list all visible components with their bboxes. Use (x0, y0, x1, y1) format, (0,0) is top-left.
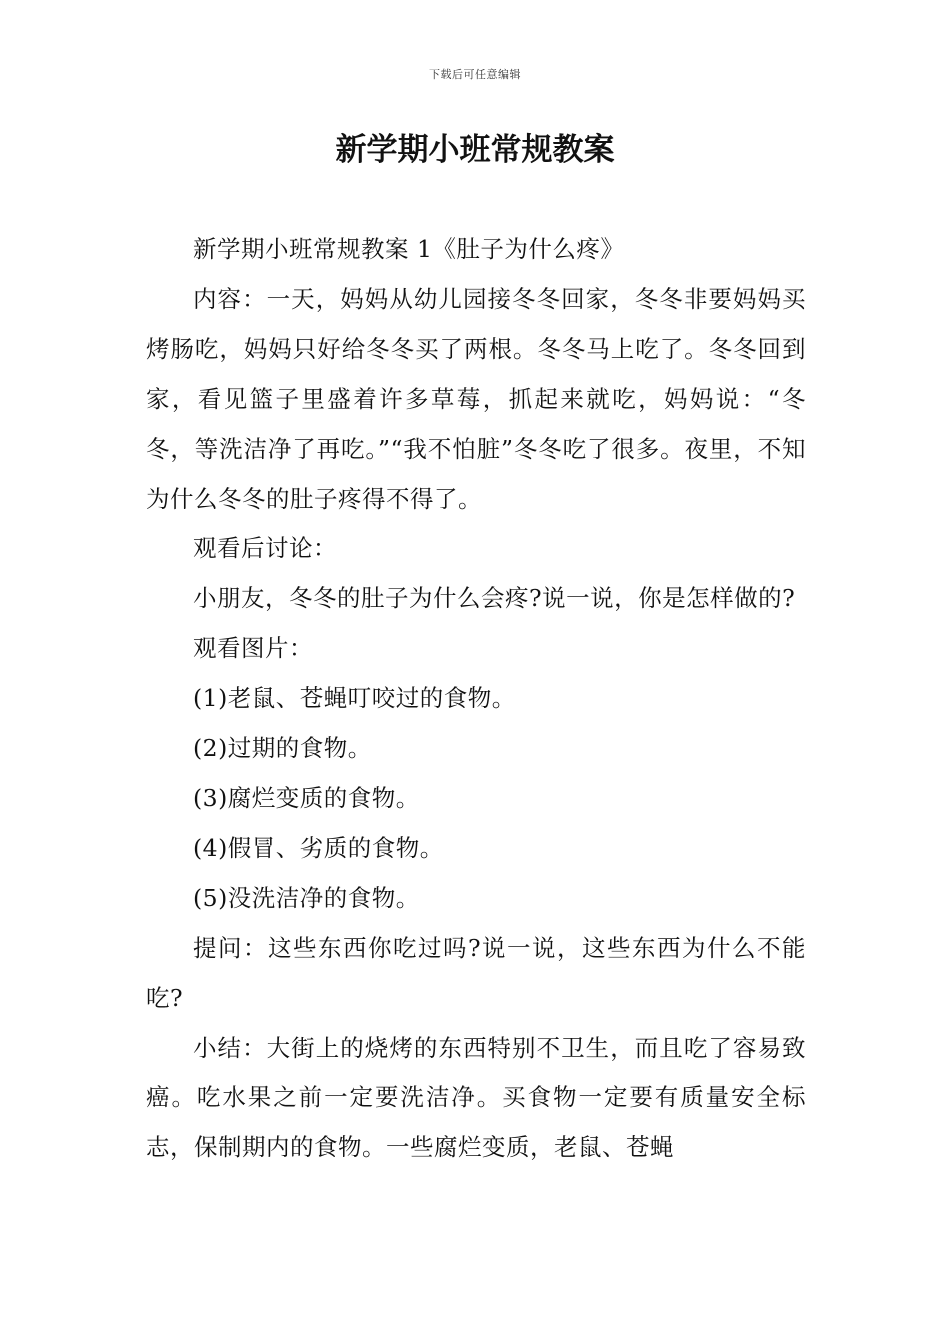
list-item-3: (3)腐烂变质的食物。 (193, 783, 420, 812)
document-body (146, 225, 806, 1173)
list-item-2: (2)过期的食物。 (193, 734, 372, 763)
document-title: 新学期小班常规教案 (335, 132, 615, 168)
paragraph-pictures-heading: 观看图片： (193, 634, 313, 663)
header-note: 下载后可任意编辑 (429, 68, 521, 81)
list-item-5: (5)没洗洁净的食物。 (193, 883, 420, 912)
paragraph-story: 内容：一天，妈妈从幼儿园接冬冬回家，冬冬非要妈妈买烤肠吃，妈妈只好给冬冬买了两根。冬冬马上吃了。冬冬回到家，看见篮子里盛着许多草莓，抓起来就吃，妈妈说：“冬冬，等洗洁净了再吃。”“我不怕脏”冬冬吃了很多。夜里，不知为什么冬冬的肚子疼得不得了。 (146, 284, 806, 513)
paragraph-subtitle: 新学期小班常规教案 1《肚子为什么疼》 (193, 235, 625, 263)
paragraph-question: 提问：这些东西你吃过吗?说一说，这些东西为什么不能吃? (146, 933, 806, 1012)
list-item-1: (1)老鼠、苍蝇叮咬过的食物。 (193, 684, 516, 713)
paragraph-summary: 小结：大街上的烧烤的东西特别不卫生，而且吃了容易致癌。吃水果之前一定要洗洁净。买食物一定要有质量安全标志，保制期内的食物。一些腐烂变质，老鼠、苍蝇 (146, 1033, 806, 1162)
paragraph-discussion-question: 小朋友，冬冬的肚子为什么会疼?说一说，你是怎样做的? (193, 584, 796, 613)
paragraph-discussion-heading: 观看后讨论： (193, 534, 337, 563)
list-item-4: (4)假冒、劣质的食物。 (193, 833, 444, 862)
